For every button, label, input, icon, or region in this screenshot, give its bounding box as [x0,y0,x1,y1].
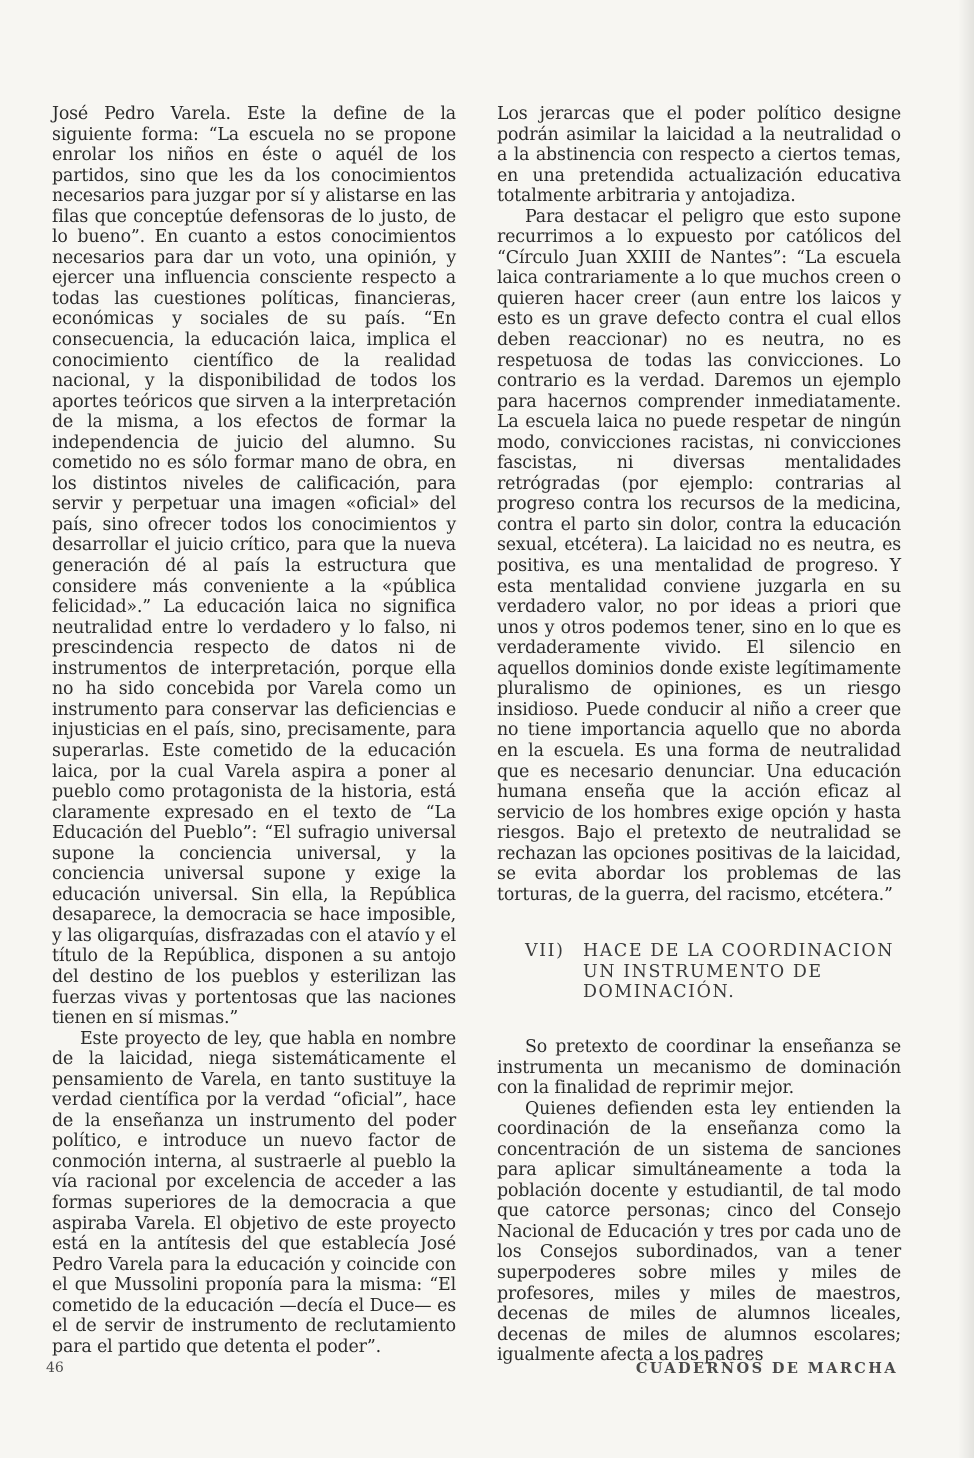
journal-name: CUADERNOS DE MARCHA [635,1360,898,1377]
paragraph: Este proyecto de ley, que habla en nombre de la laicidad, niega sistemáticamente el pensamiento de Varela, en tanto sustituye la verdad científica por la verdad “oficial”, hace de la enseñanza un instrumento del poder político, e introduce un nuevo factor de conmoción interna, al sustraerle al pueblo la vía racional por excelencia de acceder a las formas superiores de la democracia a que aspiraba Varela. El objetivo de este proyecto está en la antítesis del que establecía José Pedro Varela para la educación y coincide con el que Mussolini proponía para la misma: “El cometido de la educación —decía el Duce— es el de servir de instrumento de reclutamiento para el partido que detenta el poder”. [52,1028,456,1357]
section-title: HACE DE LA COORDINACION UN INSTRUMENTO DE DOMINACIÓN. [583,941,895,1003]
section-number: VII) [525,941,565,962]
paragraph: So pretexto de coordinar la enseñanza se instrumenta un mecanismo de dominación con la finalidad de reprimir mejor. [497,1036,901,1099]
page-edge-shadow [958,0,974,1458]
paragraph: Quienes defienden esta ley entienden la coordinación de la enseñanza como la concentración de un sistema de sanciones para aplicar simultáneamente a toda la población docente y estudiantil, de tal modo que catorce personas; cinco del Consejo Nacional de Educación y tres por cada uno de los Consejos subordinados, van a tener superpoderes sobre miles y miles de profesores, miles y miles de maestros, decenas de miles de alumnos liceales, decenas de miles de alumnos escolares; igualmente afecta a los padres [497,1098,901,1366]
left-column [52,104,456,1357]
right-column [497,104,901,1366]
paragraph: Los jerarcas que el poder político designe podrán asimilar la laicidad a la neutralidad o a la abstinencia con respecto a ciertos temas, en una pretendida actualización educativa totalmente arbitraria y antojadiza. [497,104,901,207]
paragraph: Para destacar el peligro que esto supone recurrimos a lo expuesto por católicos del “Círculo Juan XXIII de Nantes”: “La escuela laica contrariamente a lo que muchos creen o quieren hacer creer (aun entre los laicos y esto es un grave defecto contra el cual ellos deben reaccionar) no es neutra, no es respetuosa de todas las convicciones. Lo contrario es la verdad. Daremos un ejemplo para hacernos comprender inmediatamente. La escuela laica no puede respetar de ningún modo, convicciones racistas, ni convicciones fascistas, ni diversas mentalidades retrógradas (por ejemplo: contrarias al progreso contra los recursos de la medicina, contra el parto sin dolor, contra la educación sexual, etcétera). La laicidad no es neutra, es positiva, es una mentalidad de progreso. Y esta mentalidad conviene juzgarla en su verdadero valor, no por ideas a priori que unos y otros podemos tener, sino en lo que es verdaderamente vivido. El silencio en aquellos dominios donde existe legítimamente pluralismo de opiniones, es un riesgo insidioso. Puede conducir al niño a creer que no tiene importancia aquello que no aborda en la escuela. Es una forma de neutralidad que es necesario denunciar. Una educación humana enseña que la acción eficaz al servicio de los hombres exige opción y hasta riesgos. Bajo el pretexto de neutralidad se rechazan las opciones positivas de la laicidad, se evita abordar los problemas de las torturas, de la guerra, del racismo, etcétera.” [497,206,901,905]
page-number: 46 [46,1360,64,1376]
paragraph: José Pedro Varela. Este la define de la siguiente forma: “La escuela no se propone enrolar los niños en éste o aquél de los partidos, sino que les da los conocimientos necesarios para juzgar por sí y alistarse en las filas que conceptúe defensoras de lo justo, de lo bueno”. En cuanto a estos conocimientos necesarios para dar un voto, una opinión, y ejercer una influencia consciente respecto a todas las cuestiones políticas, financieras, económicas y sociales de su país. “En consecuencia, la educación laica, implica el conocimiento científico de la realidad nacional, y la disponibilidad de todos los aportes teóricos que sirven a la interpretación de la misma, a los efectos de formar la independencia de juicio del alumno. Su cometido no es sólo formar mano de obra, en los distintos niveles de calificación, para servir y perpetuar una imagen «oficial» del país, sino ofrecer todos los conocimientos y desarrollar el juicio crítico, para que la nueva generación dé al país la estructura que considere más conveniente a la «pública felicidad».” La educación laica no significa neutralidad entre lo verdadero y lo falso, ni prescindencia respecto de datos ni de instrumentos de interpretación, porque ella no ha sido concebida por Varela como un instrumento para conservar las deficiencias e injusticias en el país, sino, precisamente, para superarlas. Este cometido de la educación laica, por la cual Varela aspira a poner al pueblo como protagonista de la historia, está claramente expresado en el texto de “La Educación del Pueblo”: “El sufragio universal supone la conciencia universal, y la conciencia universal supone y exige la educación universal. Sin ella, la República desaparece, la democracia se hace imposible, y las oligarquías, disfrazadas con el atavío y el título de la República, disponen a su antojo del destino de los pueblos y esterilizan las fuerzas vivas y portentosas que las naciones tienen en sí mismas.” [52,104,456,1029]
section-heading [525,941,901,1003]
